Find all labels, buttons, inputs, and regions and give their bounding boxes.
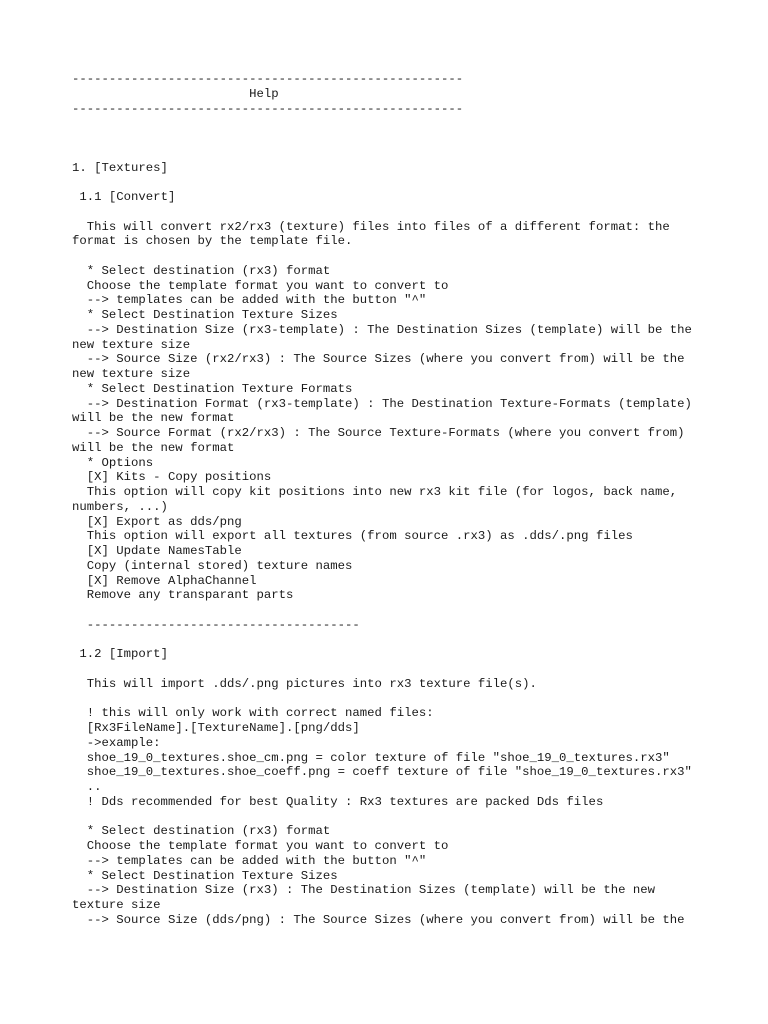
text-line: --> Source Size (rx2/rx3) : The Source Sizes (where you convert from) will be the new texture size [72,352,692,381]
text-line [72,146,712,161]
text-line: [X] Remove AlphaChannel [72,573,257,588]
text-line: Choose the template format you want to convert to [72,278,449,293]
text-line: [Rx3FileName].[TextureName].[png/dds] [72,721,360,735]
text-line: This option will export all textures (from source .rx3) as .dds/.png files [72,529,633,544]
text-line: 1.2 [Import] [72,647,168,662]
text-line: * Select destination (rx3) format [72,824,331,839]
text-line: --> templates can be added with the button "^" [72,853,427,868]
text-line: [X] Kits - Copy positions [72,470,272,485]
text-line: --> Destination Size (rx3-template) : The Destination Sizes (template) will be the new texture size [72,322,700,352]
text-line: --> templates can be added with the button "^" [72,293,427,308]
text-line: This will convert rx2/rx3 (texture) files into files of a different format: the format is chosen by the template file. [72,219,678,249]
text-line: [X] Update NamesTable [72,544,242,558]
text-line: This option will copy kit positions into new rx3 kit file (for logos, back name, numbers, ...) [72,485,685,514]
text-line: [X] Export as dds/png [72,514,242,529]
text-line: Choose the template format you want to convert to [72,839,449,853]
text-line: shoe_19_0_textures.shoe_coeff.png = coeff texture of file "shoe_19_0_textures.rx3" [72,765,692,780]
text-line [72,662,712,677]
text-line: Remove any transparant parts [72,588,294,603]
text-line [72,131,712,146]
text-line: ->example: [72,735,161,750]
text-line: 1. [Textures] [72,160,168,175]
text-line: * Select Destination Texture Sizes [72,308,338,322]
text-line: .. [72,780,102,794]
text-line: --> Source Format (rx2/rx3) : The Source Texture-Formats (where you convert from) will be the new format [72,426,692,455]
text-line: * Options [72,455,154,470]
text-line: --> Destination Format (rx3-template) : The Destination Texture-Formats (template) will be the new format [72,396,700,426]
text-line: shoe_19_0_textures.shoe_cm.png = color texture of file "shoe_19_0_textures.rx3" [72,750,670,765]
text-line: Help [72,86,279,101]
text-line: This will import .dds/.png pictures into rx3 texture file(s). [72,676,537,691]
text-line: Copy (internal stored) texture names [72,558,353,573]
text-line: * Select destination (rx3) format [72,263,331,278]
text-line [72,633,712,648]
text-line [72,205,712,220]
text-line [72,603,712,618]
text-line: ! this will only work with correct named files: [72,706,434,721]
text-line: * Select Destination Texture Sizes [72,868,338,883]
text-line: --> Destination Size (rx3) : The Destination Sizes (template) will be the new texture size [72,883,663,912]
text-line: ! Dds recommended for best Quality : Rx3 textures are packed Dds files [72,794,604,809]
text-line: --> Source Size (dds/png) : The Source Sizes (where you convert from) will be the [72,912,685,927]
text-line [72,810,712,825]
text-line: ------------------------------------- [72,617,360,632]
text-line [72,249,712,264]
text-line: ----------------------------------------------------- [72,101,464,116]
text-line [72,116,712,131]
help-document [72,72,712,928]
text-line: 1.1 [Convert] [72,190,176,204]
text-line: ----------------------------------------------------- [72,72,464,86]
text-line [72,175,712,190]
text-line: * Select Destination Texture Formats [72,381,353,396]
text-line [72,692,712,707]
